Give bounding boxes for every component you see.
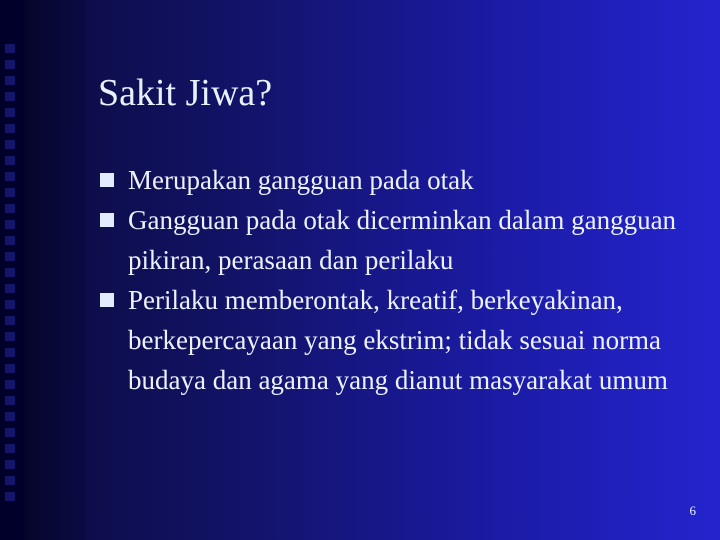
square-icon	[5, 60, 15, 69]
square-icon	[5, 348, 15, 357]
square-icon	[5, 300, 15, 309]
square-icon	[5, 268, 15, 277]
square-icon	[5, 172, 15, 181]
bullet-item	[98, 280, 698, 400]
square-bullet-icon	[100, 213, 114, 227]
dark-side-panel	[24, 0, 86, 540]
bullet-text: Merupakan gangguan pada otak	[128, 165, 474, 195]
square-icon	[5, 204, 15, 213]
bullet-text: Perilaku memberontak, kreatif, berkeyakinan, berkepercayaan yang ekstrim; tidak sesuai norma budaya dan agama yang dianut masyarakat umum	[128, 285, 668, 395]
square-icon	[5, 332, 15, 341]
square-icon	[5, 316, 15, 325]
square-icon	[5, 76, 15, 85]
square-icon	[5, 444, 15, 453]
bullet-text: Gangguan pada otak dicerminkan dalam gangguan pikiran, perasaan dan perilaku	[128, 205, 677, 275]
left-decoration-strip	[0, 0, 24, 540]
bullet-item	[98, 200, 698, 280]
square-icon	[5, 252, 15, 261]
square-icon	[5, 140, 15, 149]
square-icon	[5, 492, 15, 501]
square-icon	[5, 284, 15, 293]
square-icon	[5, 188, 15, 197]
square-icon	[5, 460, 15, 469]
square-icon	[5, 412, 15, 421]
square-icon	[5, 220, 15, 229]
square-icon	[5, 236, 15, 245]
square-icon	[5, 156, 15, 165]
square-icon	[5, 396, 15, 405]
decorative-squares	[5, 44, 19, 508]
page-number: 6	[689, 503, 696, 518]
slide-title: Sakit Jiwa?	[98, 72, 273, 114]
square-bullet-icon	[100, 293, 114, 307]
square-icon	[5, 428, 15, 437]
bullet-item	[98, 160, 698, 200]
square-icon	[5, 380, 15, 389]
square-icon	[5, 124, 15, 133]
square-icon	[5, 476, 15, 485]
square-icon	[5, 108, 15, 117]
square-icon	[5, 92, 15, 101]
bullet-list	[98, 160, 698, 400]
square-icon	[5, 364, 15, 373]
square-icon	[5, 44, 15, 53]
square-bullet-icon	[100, 173, 114, 187]
